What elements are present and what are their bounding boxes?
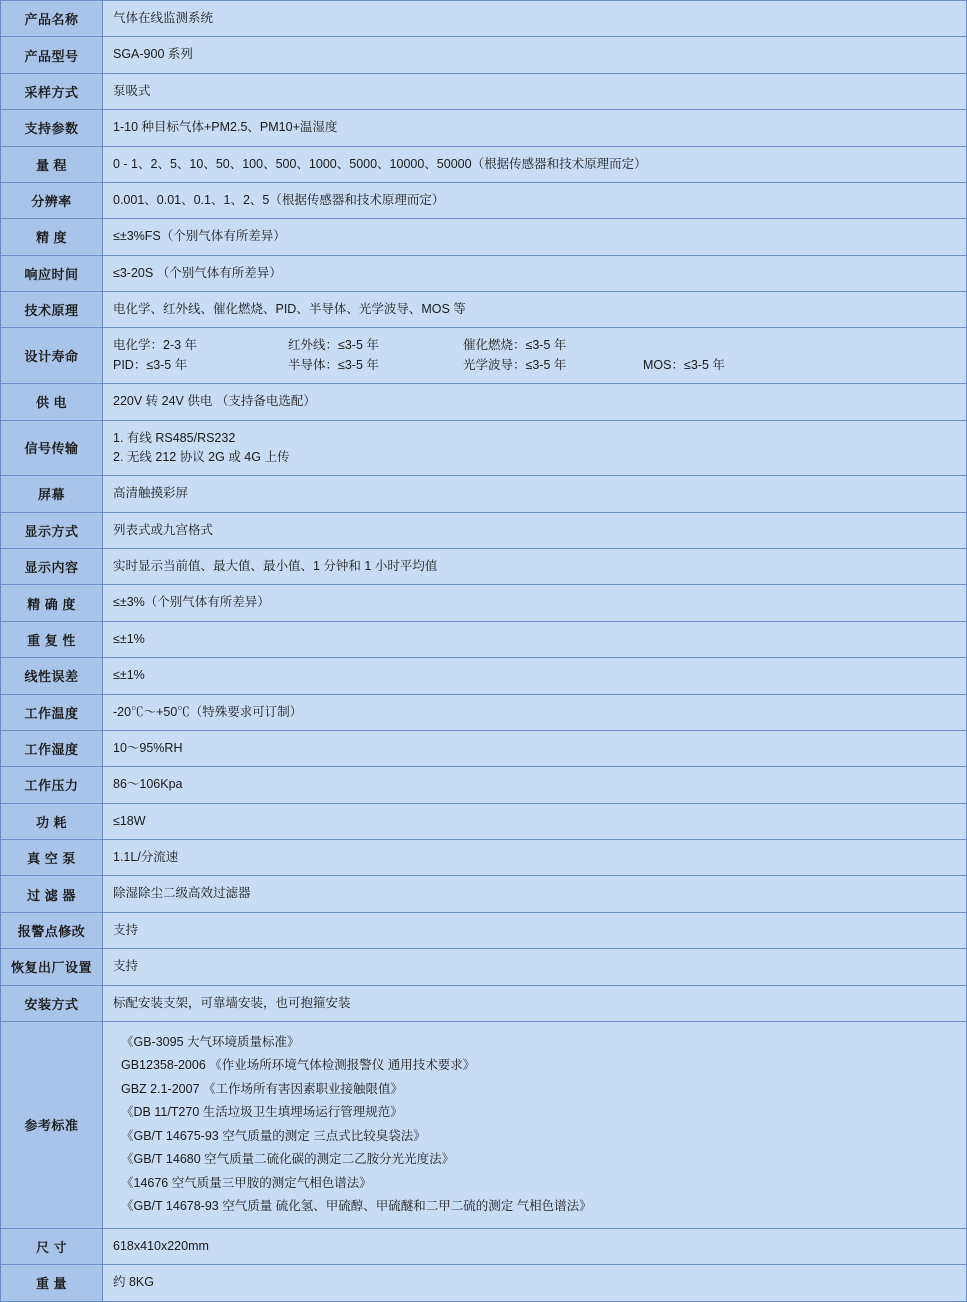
row-value-operating-pressure: 86～106Kpa xyxy=(103,767,967,803)
row-value-filter: 除湿除尘二级高效过滤器 xyxy=(103,876,967,912)
table-row xyxy=(1,37,967,73)
row-value-precision: ≤±3%（个别气体有所差异） xyxy=(103,585,967,621)
design-life-electrochemical: 电化学：2-3 年 xyxy=(113,338,198,353)
design-life-mos: MOS：≤3-5 年 xyxy=(643,357,725,372)
row-value-operating-humidity: 10～95%RH xyxy=(103,730,967,766)
row-label-display-content: 显示内容 xyxy=(1,549,103,585)
row-value-screen: 高清触摸彩屏 xyxy=(103,476,967,512)
row-value-range: 0 - 1、2、5、10、50、100、500、1000、5000、10000、50000（根据传感器和技术原理而定） xyxy=(103,146,967,182)
table-row xyxy=(1,182,967,218)
standard-item: 《GB/T 14675-93 空气质量的测定 三点式比较臭袋法》 xyxy=(121,1128,426,1143)
row-label-weight: 重 量 xyxy=(1,1265,103,1301)
row-label-response-time: 响应时间 xyxy=(1,255,103,291)
row-label-power-consumption: 功 耗 xyxy=(1,803,103,839)
table-row xyxy=(1,255,967,291)
row-label-operating-temperature: 工作温度 xyxy=(1,694,103,730)
row-label-precision: 精 确 度 xyxy=(1,585,103,621)
table-row xyxy=(1,730,967,766)
row-value-response-time: ≤3-20S （个别气体有所差异） xyxy=(103,255,967,291)
row-value-reference-standards xyxy=(103,1021,967,1228)
row-label-installation-method: 安装方式 xyxy=(1,985,103,1021)
row-label-alarm-point-edit: 报警点修改 xyxy=(1,912,103,948)
row-label-product-model: 产品型号 xyxy=(1,37,103,73)
row-value-weight: 约 8KG xyxy=(103,1265,967,1301)
row-value-supported-parameters: 1-10 种目标气体+PM2.5、PM10+温湿度 xyxy=(103,110,967,146)
table-row xyxy=(1,585,967,621)
standard-item: 《GB/T 14678-93 空气质量 硫化氢、甲硫醇、甲硫醚和二甲二硫的测定 气相色谱法》 xyxy=(121,1199,592,1214)
table-row xyxy=(1,912,967,948)
row-label-operating-pressure: 工作压力 xyxy=(1,767,103,803)
row-value-product-name: 气体在线监测系统 xyxy=(103,1,967,37)
row-label-signal-transmission: 信号传输 xyxy=(1,420,103,476)
row-label-dimensions: 尺 寸 xyxy=(1,1228,103,1264)
spec-table-body xyxy=(1,1,967,1302)
table-row xyxy=(1,1265,967,1301)
table-row xyxy=(1,549,967,585)
row-value-signal-transmission xyxy=(103,420,967,476)
standard-item: 《DB 11/T270 生活垃圾卫生填埋场运行管理规范》 xyxy=(121,1105,403,1120)
row-value-resolution: 0.001、0.01、0.1、1、2、5（根据传感器和技术原理而定） xyxy=(103,182,967,218)
table-row xyxy=(1,328,967,384)
table-row xyxy=(1,949,967,985)
row-label-resolution: 分辨率 xyxy=(1,182,103,218)
table-row xyxy=(1,803,967,839)
row-label-vacuum-pump: 真 空 泵 xyxy=(1,840,103,876)
row-label-design-life: 设计寿命 xyxy=(1,328,103,384)
table-row xyxy=(1,73,967,109)
row-value-repeatability: ≤±1% xyxy=(103,621,967,657)
standard-item: 《GB-3095 大气环境质量标准》 xyxy=(121,1034,300,1049)
row-value-product-model: SGA-900 系列 xyxy=(103,37,967,73)
row-label-tech-principle: 技术原理 xyxy=(1,292,103,328)
table-row xyxy=(1,219,967,255)
row-label-power-supply: 供 电 xyxy=(1,384,103,420)
table-row xyxy=(1,1021,967,1228)
table-row xyxy=(1,658,967,694)
row-label-sampling-method: 采样方式 xyxy=(1,73,103,109)
row-value-alarm-point-edit: 支持 xyxy=(103,912,967,948)
table-row xyxy=(1,146,967,182)
table-row xyxy=(1,1228,967,1264)
row-value-factory-reset: 支持 xyxy=(103,949,967,985)
row-label-accuracy: 精 度 xyxy=(1,219,103,255)
standard-item: GB12358-2006 《作业场所环境气体检测报警仪 通用技术要求》 xyxy=(121,1058,476,1073)
row-label-range: 量 程 xyxy=(1,146,103,182)
table-row xyxy=(1,876,967,912)
design-life-catalytic: 催化燃烧：≤3-5 年 xyxy=(463,338,567,353)
table-row xyxy=(1,476,967,512)
row-value-vacuum-pump: 1.1L/分流速 xyxy=(103,840,967,876)
row-label-linearity-error: 线性误差 xyxy=(1,658,103,694)
design-life-optical-waveguide: 光学波导：≤3-5 年 xyxy=(463,357,567,372)
table-row xyxy=(1,985,967,1021)
table-row xyxy=(1,512,967,548)
row-label-supported-parameters: 支持参数 xyxy=(1,110,103,146)
table-row xyxy=(1,420,967,476)
signal-transmission-line-2: 2. 无线 212 协议 2G 或 4G 上传 xyxy=(113,449,290,464)
row-label-filter: 过 滤 器 xyxy=(1,876,103,912)
table-row xyxy=(1,767,967,803)
standard-item: GBZ 2.1-2007 《工作场所有害因素职业接触限值》 xyxy=(121,1081,403,1096)
table-row xyxy=(1,1,967,37)
row-value-display-content: 实时显示当前值、最大值、最小值、1 分钟和 1 小时平均值 xyxy=(103,549,967,585)
row-value-power-consumption: ≤18W xyxy=(103,803,967,839)
row-label-product-name: 产品名称 xyxy=(1,1,103,37)
row-value-tech-principle: 电化学、红外线、催化燃烧、PID、半导体、光学波导、MOS 等 xyxy=(103,292,967,328)
design-life-pid: PID：≤3-5 年 xyxy=(113,357,188,372)
design-life-row-2 xyxy=(113,356,958,375)
standard-item: 《14676 空气质量三甲胺的测定气相色谱法》 xyxy=(121,1175,372,1190)
table-row xyxy=(1,694,967,730)
row-label-repeatability: 重 复 性 xyxy=(1,621,103,657)
signal-transmission-line-1: 1. 有线 RS485/RS232 xyxy=(113,430,236,445)
design-life-grid xyxy=(113,336,958,375)
row-value-design-life xyxy=(103,328,967,384)
row-value-installation-method: 标配安装支架，可靠墙安装，也可抱箍安装 xyxy=(103,985,967,1021)
row-label-display-mode: 显示方式 xyxy=(1,512,103,548)
table-row xyxy=(1,292,967,328)
table-row xyxy=(1,840,967,876)
table-row xyxy=(1,621,967,657)
row-value-dimensions: 618x410x220mm xyxy=(103,1228,967,1264)
design-life-semiconductor: 半导体：≤3-5 年 xyxy=(288,357,379,372)
design-life-row-1 xyxy=(113,336,958,355)
row-value-linearity-error: ≤±1% xyxy=(103,658,967,694)
design-life-infrared: 红外线：≤3-5 年 xyxy=(288,338,379,353)
row-value-operating-temperature: -20℃～+50℃（特殊要求可订制） xyxy=(103,694,967,730)
table-row xyxy=(1,110,967,146)
row-label-screen: 屏幕 xyxy=(1,476,103,512)
row-label-reference-standards: 参考标准 xyxy=(1,1021,103,1228)
row-value-power-supply: 220V 转 24V 供电 （支持备电选配） xyxy=(103,384,967,420)
table-row xyxy=(1,384,967,420)
row-value-sampling-method: 泵吸式 xyxy=(103,73,967,109)
row-value-accuracy: ≤±3%FS（个别气体有所差异） xyxy=(103,219,967,255)
row-label-operating-humidity: 工作湿度 xyxy=(1,730,103,766)
row-label-factory-reset: 恢复出厂设置 xyxy=(1,949,103,985)
standard-item: 《GB/T 14680 空气质量二硫化碳的测定二乙胺分光光度法》 xyxy=(121,1152,455,1167)
row-value-display-mode: 列表式或九宫格式 xyxy=(103,512,967,548)
